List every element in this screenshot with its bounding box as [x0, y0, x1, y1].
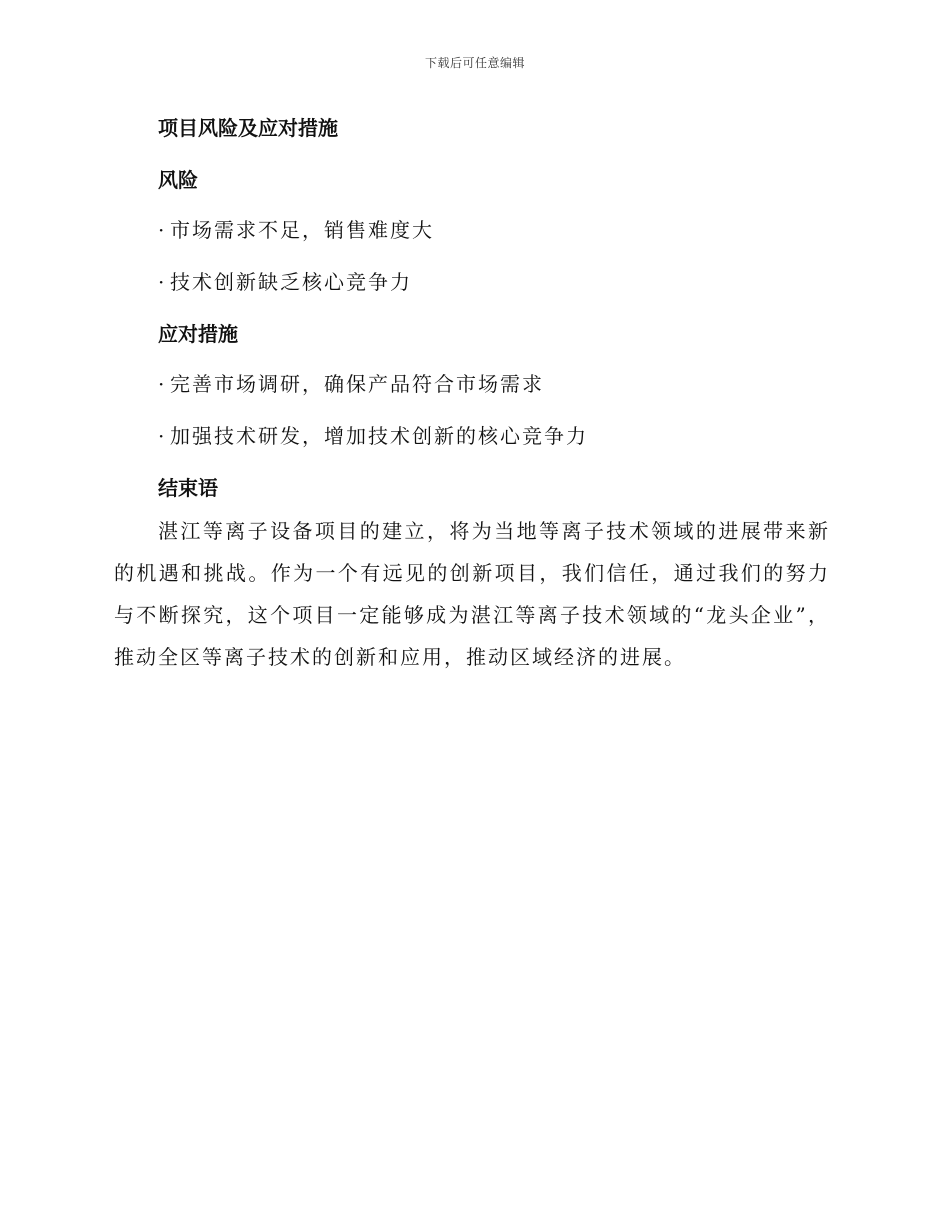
conclusion-heading: 结束语 [158, 476, 218, 500]
bullet-dot: · [158, 424, 165, 448]
measure-item-text: 完善市场调研，确保产品符合市场需求 [170, 372, 544, 396]
bullet-dot: · [158, 372, 165, 396]
risk-item-text: 市场需求不足，销售难度大 [170, 218, 434, 242]
measure-item [158, 420, 830, 452]
risk-item [158, 266, 830, 298]
risk-item-text: 技术创新缺乏核心竞争力 [170, 270, 412, 294]
measure-item-text: 加强技术研发，增加技术创新的核心竞争力 [170, 424, 588, 448]
section-title: 项目风险及应对措施 [158, 116, 338, 140]
measure-item [158, 368, 830, 400]
conclusion-paragraph: 湛江等离子设备项目的建立，将为当地等离子技术领域的进展带来新的机遇和挑战。作为一个有远见的创新项目，我们信任，通过我们的努力与不断探究，这个项目一定能够成为湛江等离子技术领域的“龙头企业”，推动全区等离子技术的创新和应用，推动区域经济的进展。 [114, 519, 830, 669]
risks-heading: 风险 [158, 168, 198, 192]
risk-item [158, 214, 830, 246]
page-header: 下载后可任意编辑 [424, 56, 525, 70]
bullet-dot: · [158, 218, 165, 242]
measures-heading: 应对措施 [158, 322, 238, 346]
bullet-dot: · [158, 270, 165, 294]
document-body [114, 112, 830, 678]
